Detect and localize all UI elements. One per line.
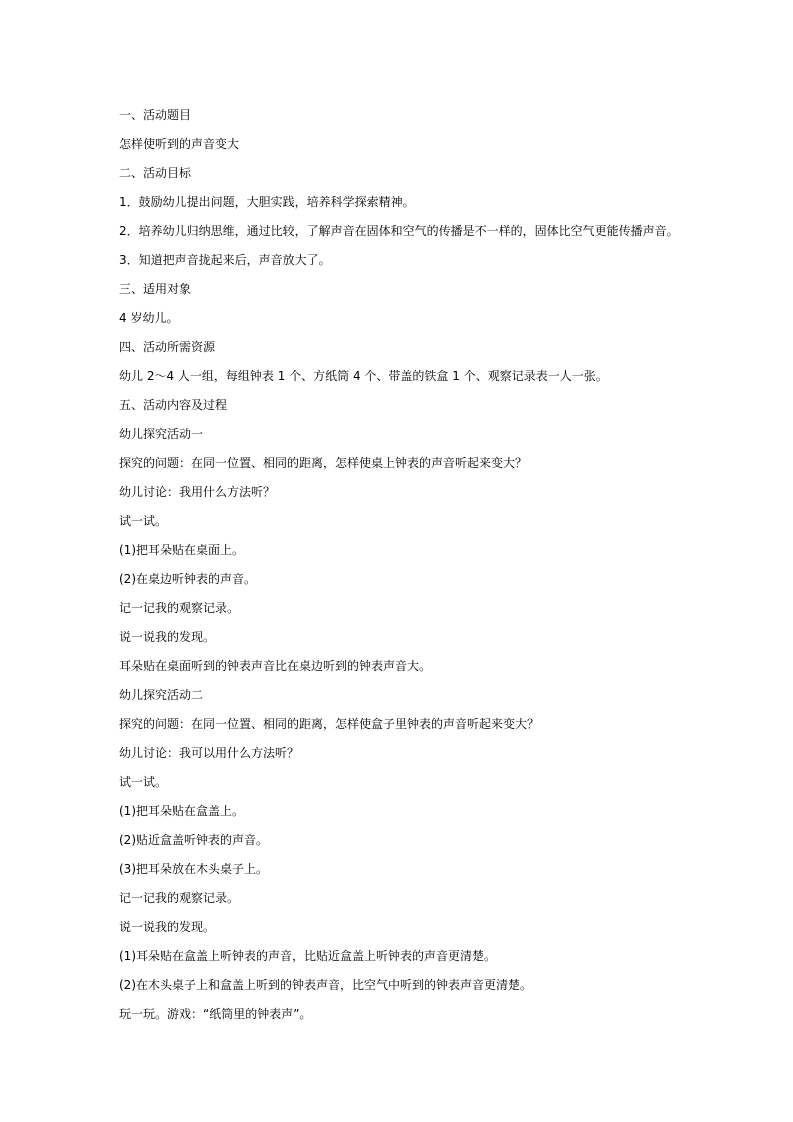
- activity-one-step-2: (2)在桌边听钟表的声音。: [119, 572, 256, 586]
- activity-one-step-1: (1)把耳朵贴在桌面上。: [119, 543, 244, 557]
- activity-one-question: 探究的问题：在同一位置、相同的距离，怎样使桌上钟表的声音听起来变大？: [119, 456, 528, 470]
- activity-one-try: 试一试。: [119, 514, 168, 528]
- activity-one-heading: 幼儿探究活动一: [119, 427, 204, 441]
- activity-one-finding: 耳朵贴在桌面听到的钟表声音比在桌边听到的钟表声音大。: [119, 659, 432, 673]
- goal-item-3: 3．知道把声音拢起来后，声音放大了。: [119, 253, 331, 267]
- activity-one-record: 记一记我的观察记录。: [119, 601, 240, 615]
- activity-one-findings-heading: 说一说我的发现。: [119, 630, 216, 644]
- section-heading-activity-goals: 二、活动目标: [119, 166, 192, 180]
- goal-item-2: 2．培养幼儿归纳思维，通过比较，了解声音在固体和空气的传播是不一样的，固体比空气更能传播声音。: [119, 224, 679, 238]
- section-heading-target-audience: 三、适用对象: [119, 282, 192, 296]
- activity-two-record: 记一记我的观察记录。: [119, 891, 240, 905]
- activity-two-findings-heading: 说一说我的发现。: [119, 920, 216, 934]
- activity-two-discussion: 幼儿讨论：我可以用什么方法听？: [119, 746, 300, 760]
- activity-two-step-1: (1)把耳朵贴在盒盖上。: [119, 804, 244, 818]
- activity-one-discussion: 幼儿讨论：我用什么方法听？: [119, 485, 276, 499]
- play-game-line: 玩一玩。游戏：“纸筒里的钟表声”。: [119, 1007, 312, 1021]
- activity-two-finding-1: (1)耳朵贴在盒盖上听钟表的声音，比贴近盒盖上听钟表的声音更清楚。: [119, 949, 497, 963]
- activity-two-step-3: (3)把耳朵放在木头桌子上。: [119, 862, 268, 876]
- resources-text: 幼儿 2～4 人一组，每组钟表 1 个、方纸筒 4 个、带盖的铁盒 1 个、观察记录表一人一张。: [119, 369, 608, 383]
- activity-two-finding-2: (2)在木头桌子上和盒盖上听到的钟表声音，比空气中听到的钟表声音更清楚。: [119, 978, 533, 992]
- activity-two-try: 试一试。: [119, 775, 168, 789]
- section-heading-activity-title: 一、活动题目: [119, 108, 192, 122]
- section-heading-content-process: 五、活动内容及过程: [119, 398, 228, 412]
- activity-two-step-2: (2)贴近盒盖听钟表的声音。: [119, 833, 268, 847]
- target-audience: 4 岁幼儿。: [119, 311, 179, 325]
- goal-item-1: 1．鼓励幼儿提出问题，大胆实践，培养科学探索精神。: [119, 195, 415, 209]
- activity-two-heading: 幼儿探究活动二: [119, 688, 204, 702]
- activity-title: 怎样使听到的声音变大: [119, 137, 240, 151]
- activity-two-question: 探究的问题：在同一位置、相同的距离，怎样使盒子里钟表的声音听起来变大？: [119, 717, 540, 731]
- document-body: [119, 101, 719, 1029]
- section-heading-resources: 四、活动所需资源: [119, 340, 216, 354]
